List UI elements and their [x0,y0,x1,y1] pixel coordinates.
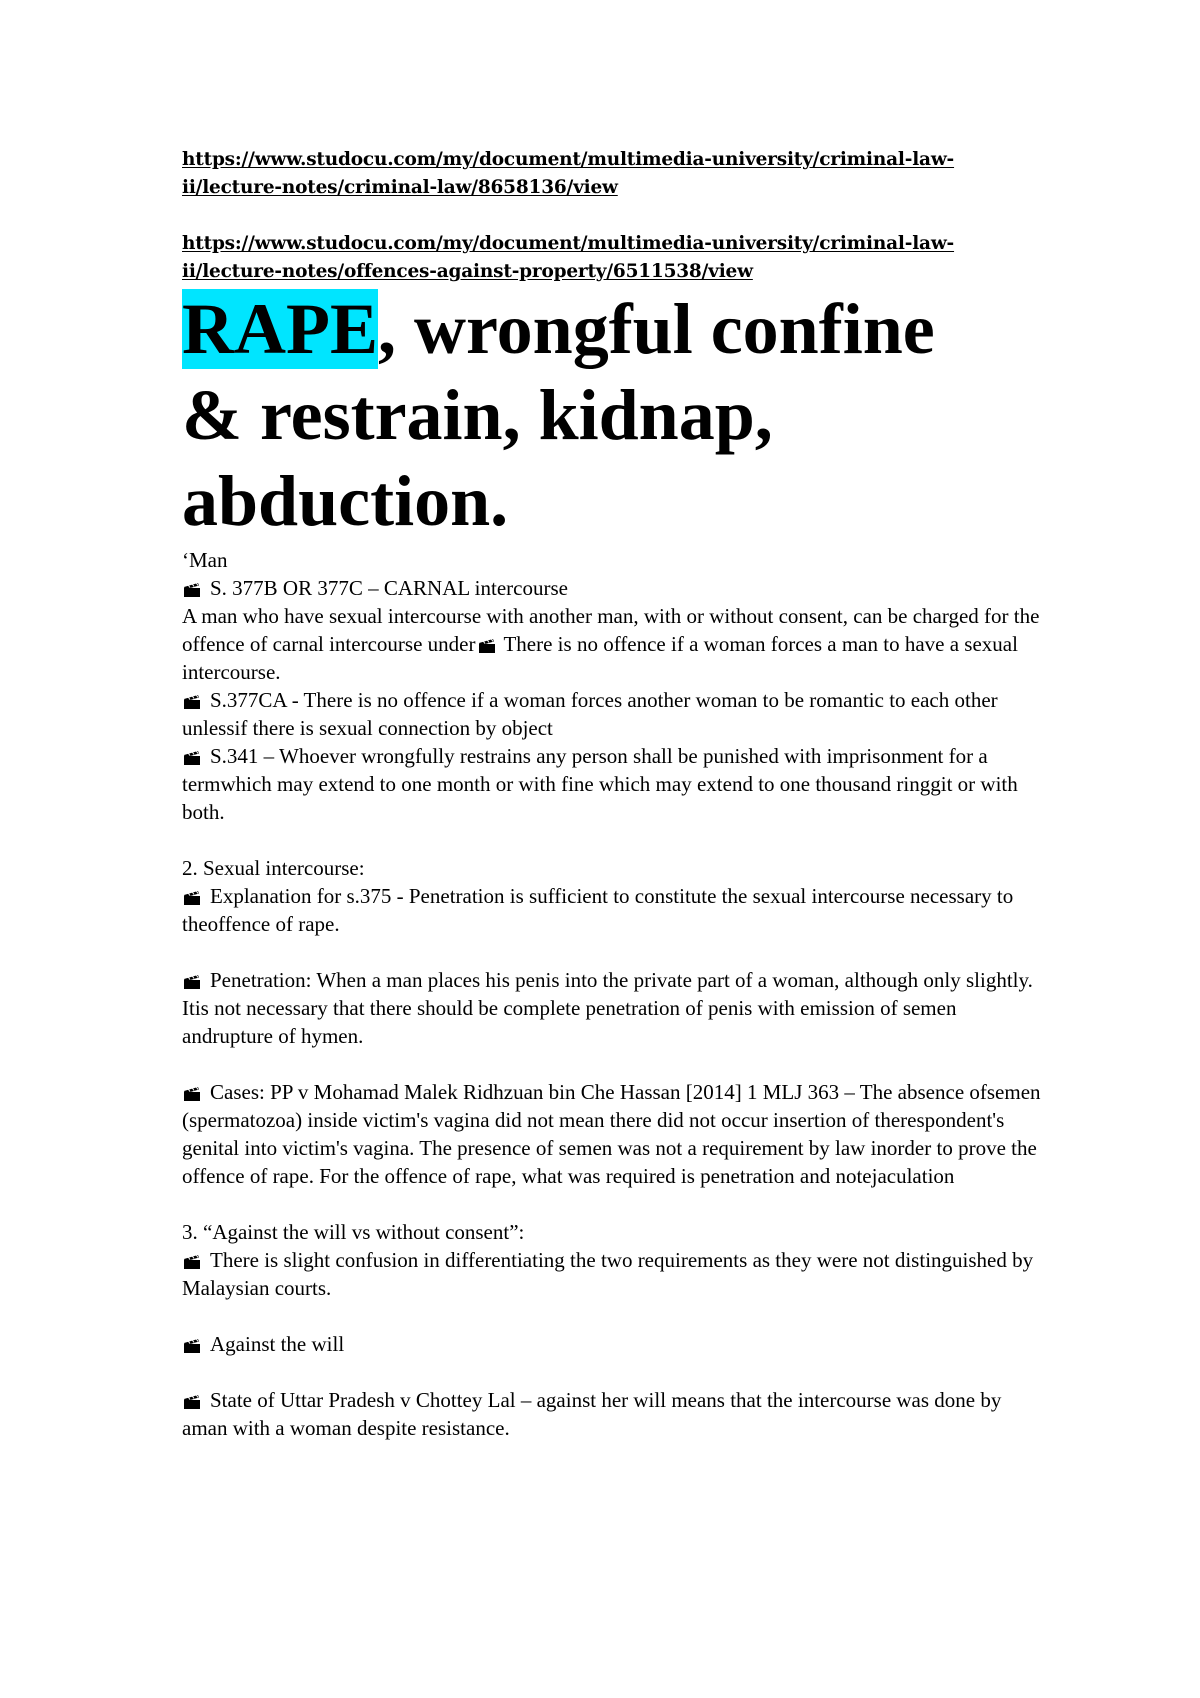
section-2-title: 2. Sexual intercourse: [182,856,365,880]
spacer [182,1358,1042,1386]
paragraph-carnal [182,602,1042,686]
clapperboard-icon [477,638,497,652]
clapperboard-icon [182,750,202,764]
clapperboard-icon [182,1086,202,1100]
studocu-link-offences-against-property[interactable] [182,230,1042,286]
document-body [182,546,1042,1442]
cases-text: Cases: PP v Mohamad Malek Ridhzuan bin Che Hassan [2014] 1 MLJ 363 – The absence ofsemen (spermatozoa) inside victim's vagina did not mean there did not occur insertion of therespondent's genital into victim's vagina. The presence of semen was not a requirement by law inorder to prove the offence of rape. For the offence of rape, what was required is penetration and notejaculation [182,1080,1041,1188]
spacer [182,938,1042,966]
paragraph-confusion [182,1246,1042,1302]
paragraph-s377ca [182,686,1042,742]
chottey-text: State of Uttar Pradesh v Chottey Lal – against her will means that the intercourse was done by aman with a woman despite resistance. [182,1388,1002,1440]
title-line1-rest: , wrongful confine [378,289,935,369]
paragraph-against-will [182,1330,1042,1358]
paragraph-explanation [182,882,1042,938]
link-line: ii/lecture-notes/criminal-law/8658136/view [182,177,618,198]
title-highlight: RAPE [182,289,378,369]
link-block-1 [182,146,1042,202]
paragraph-s341 [182,742,1042,826]
s341-text: S.341 – Whoever wrongfully restrains any person shall be punished with imprisonment for a termwhich may extend to one month or with fine which may extend to one thousand ringgit or with both. [182,744,1018,824]
carnal-text-a: A man who have sexual intercourse with another man, with or without consent, can be charged for the [182,604,1040,628]
spacer [182,1050,1042,1078]
spacer [182,1302,1042,1330]
studocu-link-criminal-law[interactable] [182,146,1042,202]
clapperboard-icon [182,890,202,904]
paragraph-chottey [182,1386,1042,1442]
paragraph-cases [182,1078,1042,1190]
clapperboard-icon [182,1338,202,1352]
page-title [182,286,1042,544]
against-will-text: Against the will [210,1332,345,1356]
clapperboard-icon [182,974,202,988]
paragraph-penetration [182,966,1042,1050]
link-line: https://www.studocu.com/my/document/multimedia-university/criminal-law- [182,149,955,170]
paragraph-s377b [182,574,1042,602]
link-line: https://www.studocu.com/my/document/multimedia-university/criminal-law- [182,233,955,254]
penetration-text: Penetration: When a man places his penis into the private part of a woman, although only slightly. Itis not necessary that there should be complete penetration of penis with emission of semen andrupture of hymen. [182,968,1033,1048]
paragraph-man: ‘Man [182,548,228,572]
clapperboard-icon [182,1254,202,1268]
link-block-2 [182,230,1042,286]
carnal-text-b: offence of carnal intercourse under [182,632,476,656]
confusion-text: There is slight confusion in differentiating the two requirements as they were not distinguished by Malaysian courts. [182,1248,1034,1300]
spacer [182,826,1042,854]
link-line: ii/lecture-notes/offences-against-property/6511538/view [182,261,753,282]
clapperboard-icon [182,1394,202,1408]
carnal-text-c: There is no offence if a woman forces a man to have a sexual intercourse. [182,632,1018,684]
title-line3: abduction. [182,461,509,541]
explanation-text: Explanation for s.375 - Penetration is sufficient to constitute the sexual intercourse necessary to theoffence of rape. [182,884,1014,936]
clapperboard-icon [182,582,202,596]
spacer [182,1190,1042,1218]
title-line2: & restrain, kidnap, [182,375,773,455]
s377ca-text: S.377CA - There is no offence if a woman forces another woman to be romantic to each other unlessif there is sexual connection by object [182,688,998,740]
s377b-text: S. 377B OR 377C – CARNAL intercourse [210,576,568,600]
clapperboard-icon [182,694,202,708]
document-page [182,146,1042,1442]
section-3-title: 3. “Against the will vs without consent”: [182,1220,525,1244]
